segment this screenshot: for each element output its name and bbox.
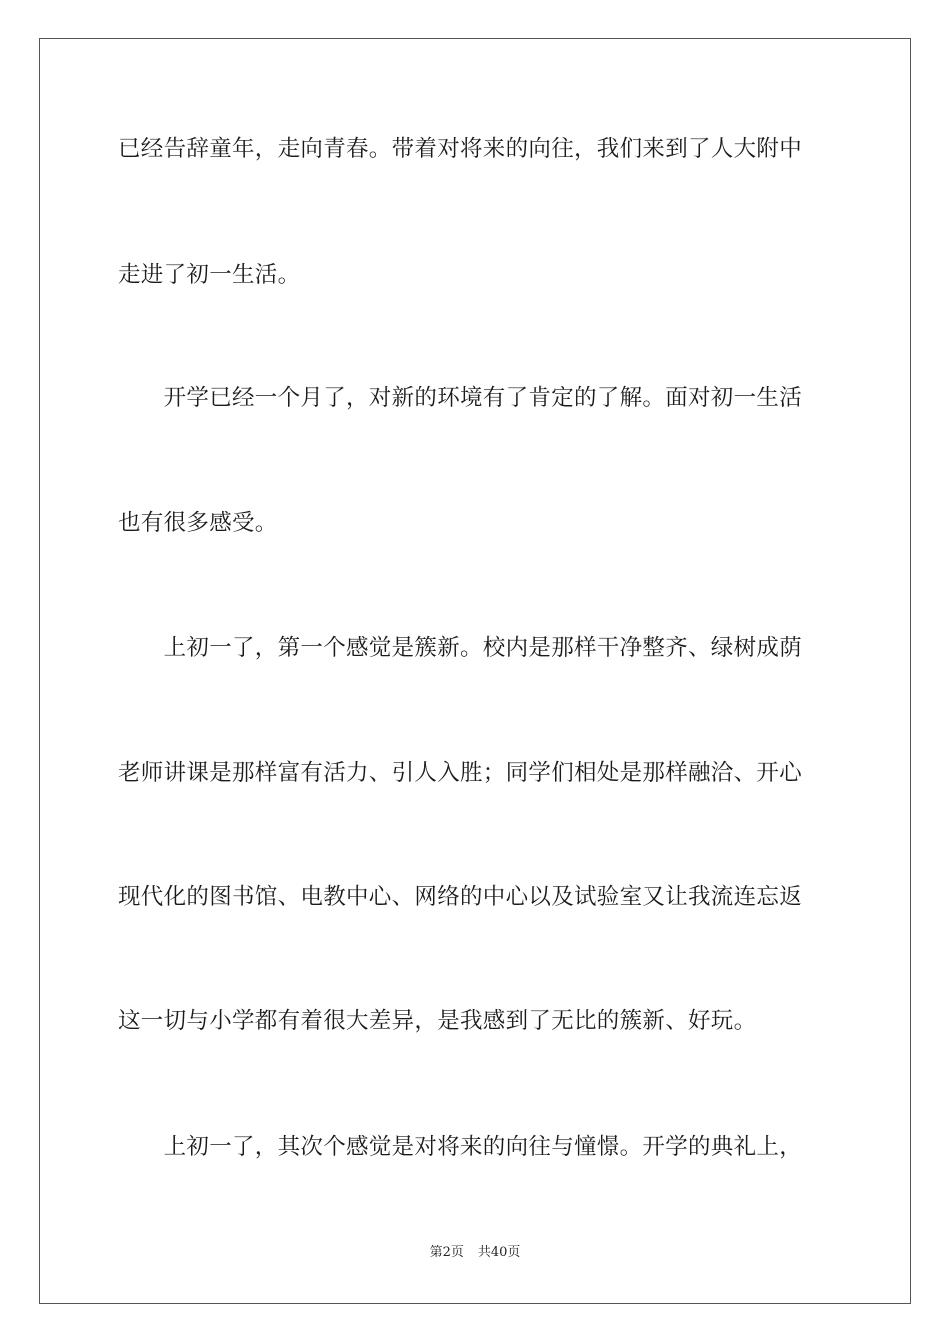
text-line: 走进了初一生活。: [118, 262, 301, 288]
page-border: [39, 38, 911, 1304]
text-line: 开学已经一个月了，对新的环境有了肯定的了解。面对初一生活: [118, 385, 803, 411]
text-line: 上初一了，第一个感觉是簇新。校内是那样干净整齐、绿树成荫: [118, 635, 803, 661]
text-line: 这一切与小学都有着很大差异，是我感到了无比的簇新、好玩。: [118, 1008, 757, 1034]
text-line: 现代化的图书馆、电教中心、网络的中心以及试验室又让我流连忘返: [118, 884, 803, 910]
page-total: 共40页: [477, 1245, 521, 1260]
text-line: 老师讲课是那样富有活力、引人入胜；同学们相处是那样融洽、开心: [118, 760, 803, 786]
text-line: 已经告辞童年，走向青春。带着对将来的向往，我们来到了人大附中: [118, 136, 803, 162]
page-number: 第2页: [429, 1245, 464, 1260]
text-line: 上初一了，其次个感觉是对将来的向往与憧憬。开学的典礼上，: [118, 1134, 803, 1160]
page-footer: [0, 1244, 950, 1262]
text-line: 也有很多感受。: [118, 510, 278, 536]
